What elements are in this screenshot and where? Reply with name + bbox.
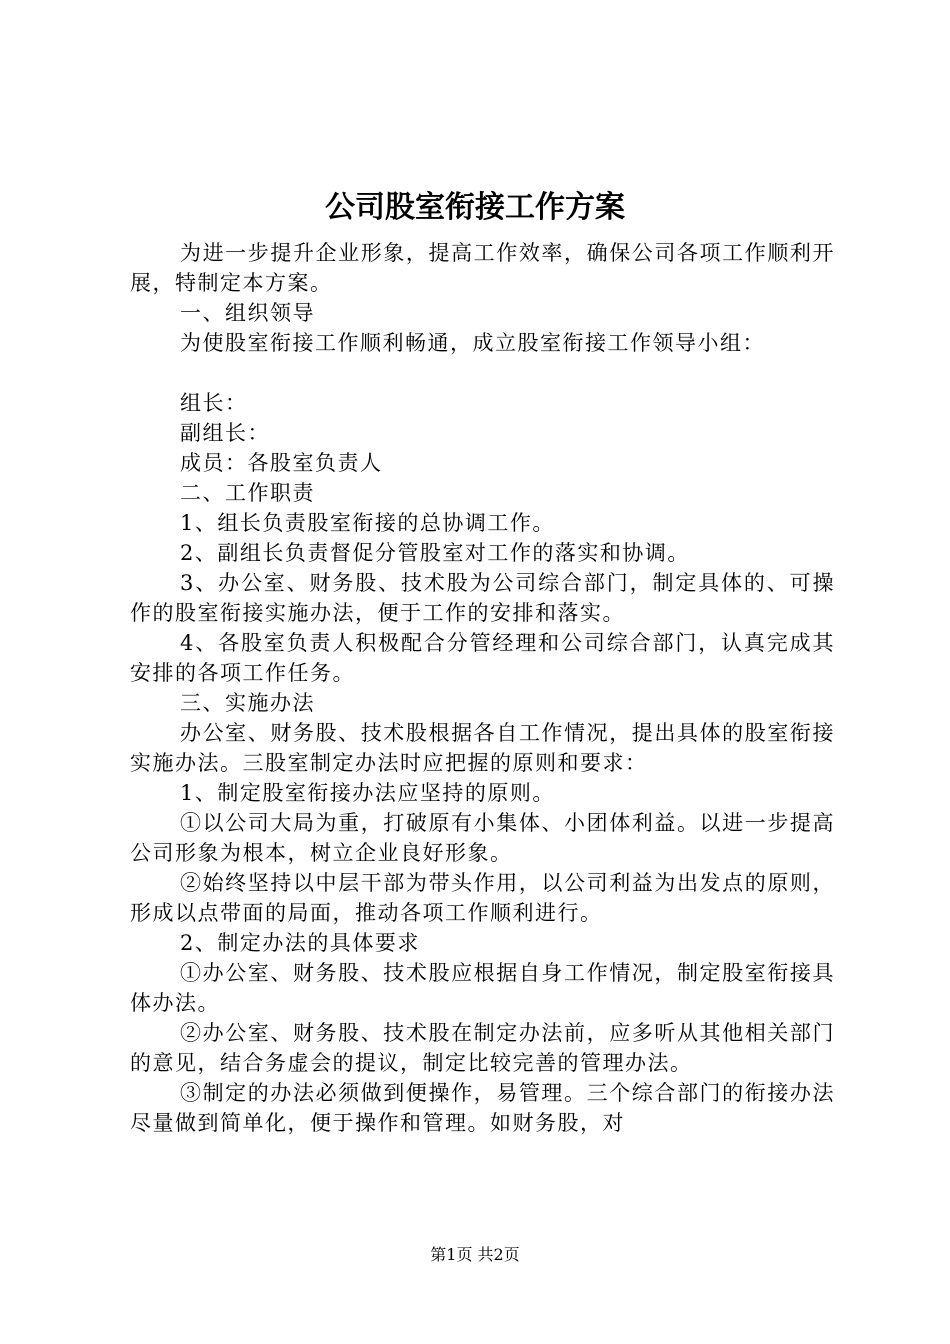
paragraph-deputy-leader: 副组长： — [180, 421, 270, 445]
paragraph-requirement-2: ②办公室、财务股、技术股在制定办法前，应多听从其他相关部门的意见，结合务虚会的提议，制定比较完善的管理办法。 — [130, 1021, 835, 1075]
blank-line — [130, 358, 835, 388]
paragraph-requirements-heading: 2、制定办法的具体要求 — [180, 931, 420, 955]
paragraph-duty-2: 2、副组长负责督促分管股室对工作的落实和协调。 — [180, 541, 690, 565]
paragraph-duty-4: 4、各股室负责人积极配合分管经理和公司综合部门，认真完成其安排的各项工作任务。 — [130, 631, 835, 685]
paragraph-principles-heading: 1、制定股室衔接办法应坚持的原则。 — [180, 781, 555, 805]
page-footer: 第1页 共2页 — [430, 1245, 520, 1264]
document-title: 公司股室衔接工作方案 — [325, 190, 625, 225]
paragraph-members: 成员：各股室负责人 — [180, 451, 383, 475]
document-body — [130, 238, 835, 1138]
paragraph-principle-2: ②始终坚持以中层干部为带头作用，以公司利益为出发点的原则，形成以点带面的局面，推动各项工作顺利进行。 — [130, 871, 835, 925]
section-heading-implementation: 三、实施办法 — [180, 691, 315, 715]
paragraph-duty-3: 3、办公室、财务股、技术股为公司综合部门，制定具体的、可操作的股室衔接实施办法，便于工作的安排和落实。 — [130, 571, 835, 625]
section-heading-organization: 一、组织领导 — [180, 301, 315, 325]
paragraph-intro: 为进一步提升企业形象，提高工作效率，确保公司各项工作顺利开展，特制定本方案。 — [130, 241, 835, 295]
paragraph-duty-1: 1、组长负责股室衔接的总协调工作。 — [180, 511, 555, 535]
paragraph-group-leader: 组长： — [180, 391, 248, 415]
paragraph-implementation-intro: 办公室、财务股、技术股根据各自工作情况，提出具体的股室衔接实施办法。三股室制定办法时应把握的原则和要求： — [130, 721, 835, 775]
section-heading-duties: 二、工作职责 — [180, 481, 315, 505]
paragraph-requirement-1: ①办公室、财务股、技术股应根据自身工作情况，制定股室衔接具体办法。 — [130, 961, 835, 1015]
paragraph-principle-1: ①以公司大局为重，打破原有小集体、小团体利益。以进一步提高公司形象为根本，树立企业良好形象。 — [130, 811, 835, 865]
paragraph-leadership-group: 为使股室衔接工作顺利畅通，成立股室衔接工作领导小组： — [180, 331, 765, 355]
paragraph-requirement-3: ③制定的办法必须做到便操作，易管理。三个综合部门的衔接办法尽量做到简单化，便于操作和管理。如财务股，对 — [130, 1081, 835, 1135]
